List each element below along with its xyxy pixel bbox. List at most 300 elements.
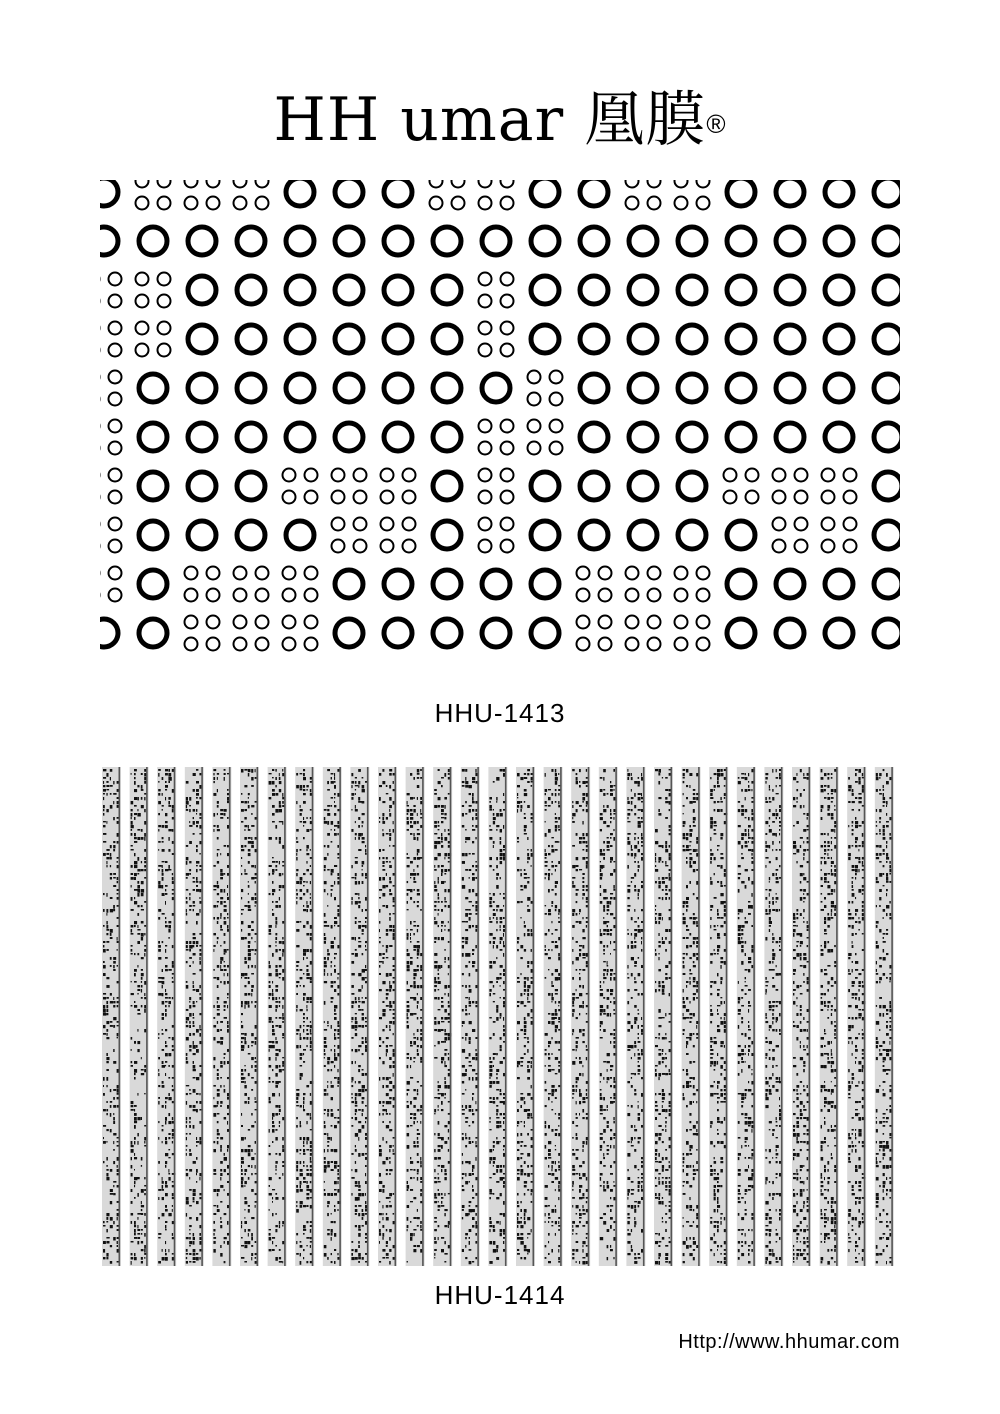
small-ring [479,442,492,455]
small-ring [283,567,296,580]
small-ring [844,540,857,553]
large-ring [531,227,559,255]
small-ring [479,322,492,335]
small-ring [403,491,416,504]
small-ring [822,518,835,531]
stripe-edge [146,767,148,1266]
stripe-edge [864,767,866,1266]
small-ring [109,589,122,602]
small-ring [256,616,269,629]
large-ring [776,570,804,598]
large-ring [629,521,657,549]
large-ring [825,276,853,304]
large-ring [727,619,755,647]
small-ring [550,442,563,455]
small-ring [724,491,737,504]
large-ring [100,619,118,647]
small-ring [773,469,786,482]
small-ring [234,589,247,602]
stripe-edge [229,767,231,1266]
small-ring [577,567,590,580]
small-ring [528,371,541,384]
large-ring [531,180,559,206]
large-ring [580,521,608,549]
small-ring [136,295,149,308]
stripe-edge [422,767,424,1266]
small-ring [109,273,122,286]
small-ring [283,589,296,602]
large-ring [188,472,216,500]
large-ring [188,325,216,353]
stripe-edge [588,767,590,1266]
large-ring [335,619,363,647]
large-ring [678,276,706,304]
small-ring [158,197,171,210]
large-ring [139,521,167,549]
small-ring [158,273,171,286]
brand-name: HH umar 凰膜 [273,85,707,155]
small-ring [795,540,808,553]
large-ring [237,521,265,549]
small-ring [577,616,590,629]
small-ring [283,491,296,504]
large-ring [482,227,510,255]
small-ring [109,540,122,553]
large-ring [776,276,804,304]
large-ring [825,227,853,255]
stripe-edge [284,767,286,1266]
large-ring [874,619,900,647]
stripe-edge [505,767,507,1266]
small-ring [207,589,220,602]
small-ring [501,197,514,210]
small-ring [256,197,269,210]
small-ring [528,442,541,455]
small-ring [577,638,590,651]
large-ring [384,374,412,402]
stripe-edge [533,767,535,1266]
large-ring [678,325,706,353]
large-ring [825,325,853,353]
small-ring [109,420,122,433]
large-ring [580,276,608,304]
stripe-edge [671,767,673,1266]
large-ring [335,276,363,304]
small-ring [501,344,514,357]
small-ring [479,491,492,504]
large-ring [727,227,755,255]
small-ring [479,420,492,433]
small-ring [256,180,269,188]
small-ring [158,295,171,308]
small-ring [332,491,345,504]
large-ring [384,276,412,304]
small-ring [648,589,661,602]
small-ring [305,589,318,602]
small-ring [599,567,612,580]
small-ring [501,469,514,482]
large-ring [776,325,804,353]
large-ring [580,180,608,206]
small-ring [430,197,443,210]
small-ring [305,469,318,482]
small-ring [501,322,514,335]
large-ring [629,423,657,451]
large-ring [433,472,461,500]
large-ring [139,227,167,255]
large-ring [237,423,265,451]
small-ring [648,616,661,629]
small-ring [256,638,269,651]
large-ring [384,227,412,255]
large-ring [678,521,706,549]
pattern-swatch-1414 [100,767,900,1266]
small-ring [746,469,759,482]
large-ring [384,423,412,451]
large-ring [433,570,461,598]
large-ring [678,374,706,402]
large-ring [727,325,755,353]
large-ring [237,276,265,304]
small-ring [626,567,639,580]
small-ring [158,322,171,335]
large-ring [727,521,755,549]
large-ring [139,570,167,598]
small-ring [381,540,394,553]
large-ring [188,227,216,255]
small-ring [501,295,514,308]
small-ring [354,469,367,482]
large-ring [776,374,804,402]
small-ring [479,273,492,286]
large-ring [825,423,853,451]
small-ring [550,371,563,384]
stripe [350,767,369,1266]
large-ring [384,570,412,598]
large-ring [433,276,461,304]
small-ring [403,540,416,553]
large-ring [286,276,314,304]
small-ring [697,567,710,580]
registered-mark: ® [706,109,727,139]
small-ring [501,442,514,455]
large-ring [139,374,167,402]
small-ring [626,638,639,651]
large-ring [531,325,559,353]
small-ring [844,469,857,482]
large-ring [237,472,265,500]
small-ring [185,567,198,580]
large-ring [727,570,755,598]
stripe [268,767,287,1266]
stripe-edge [174,767,176,1266]
small-ring [479,344,492,357]
small-ring [501,518,514,531]
large-ring [874,325,900,353]
large-ring [139,472,167,500]
stripe-edge [836,767,838,1266]
small-ring [158,180,171,188]
small-ring [675,589,688,602]
small-ring [136,180,149,188]
stripe-edge [643,767,645,1266]
small-ring [697,180,710,188]
large-ring [139,619,167,647]
stripe-edge [395,767,397,1266]
small-ring [207,638,220,651]
small-ring [550,393,563,406]
small-ring [305,616,318,629]
small-ring [381,518,394,531]
large-ring [874,423,900,451]
small-ring [109,393,122,406]
stripe-edge [367,767,369,1266]
pattern-swatch-1413 [100,180,900,678]
small-ring [479,518,492,531]
small-ring [234,197,247,210]
large-ring [482,570,510,598]
small-ring [136,197,149,210]
small-ring [599,638,612,651]
large-ring [286,180,314,206]
small-ring [675,616,688,629]
large-ring [286,521,314,549]
large-ring [776,423,804,451]
large-ring [874,472,900,500]
small-ring [430,180,443,188]
product-code-1413: HHU-1413 [434,698,566,728]
large-ring [874,180,900,206]
small-ring [109,491,122,504]
small-ring [822,491,835,504]
large-ring [286,325,314,353]
large-ring [776,180,804,206]
large-ring [433,619,461,647]
large-ring [100,180,118,206]
small-ring [528,393,541,406]
large-ring [335,570,363,598]
small-ring [452,197,465,210]
small-ring [136,322,149,335]
small-ring [109,567,122,580]
small-ring [501,420,514,433]
large-ring [629,472,657,500]
small-ring [501,540,514,553]
large-ring [433,227,461,255]
small-ring [305,567,318,580]
large-ring [825,619,853,647]
small-ring [724,469,737,482]
small-ring [403,518,416,531]
small-ring [354,540,367,553]
small-ring [479,469,492,482]
large-ring [776,619,804,647]
stripe-edge [477,767,479,1266]
small-ring [479,197,492,210]
small-ring [822,540,835,553]
small-ring [207,197,220,210]
large-ring [727,374,755,402]
large-ring [874,276,900,304]
small-ring [795,469,808,482]
stripe-edge [809,767,811,1266]
stripe [130,767,149,1266]
large-ring [188,276,216,304]
small-ring [332,518,345,531]
small-ring [844,518,857,531]
large-ring [678,472,706,500]
large-ring [433,325,461,353]
large-ring [531,276,559,304]
large-ring [580,227,608,255]
small-ring [648,638,661,651]
small-ring [381,469,394,482]
small-ring [697,638,710,651]
small-ring [256,567,269,580]
large-ring [286,423,314,451]
large-ring [433,423,461,451]
small-ring [795,518,808,531]
small-ring [501,273,514,286]
small-ring [305,638,318,651]
small-ring [207,567,220,580]
small-ring [185,589,198,602]
large-ring [825,374,853,402]
small-ring [773,491,786,504]
small-ring [697,197,710,210]
small-ring [283,638,296,651]
large-ring [776,227,804,255]
small-ring [795,491,808,504]
small-ring [305,491,318,504]
small-ring [528,420,541,433]
large-ring [335,374,363,402]
large-ring [100,227,118,255]
large-ring [139,423,167,451]
large-ring [482,374,510,402]
large-ring [629,227,657,255]
small-ring [403,469,416,482]
stripe-edge [257,767,259,1266]
large-ring [335,227,363,255]
large-ring [335,325,363,353]
stripe-edge [339,767,341,1266]
large-ring [531,472,559,500]
brand-title [0,84,1000,156]
small-ring [697,616,710,629]
small-ring [501,491,514,504]
small-ring [207,616,220,629]
large-ring [678,227,706,255]
stripe-edge [450,767,452,1266]
small-ring [207,180,220,188]
large-ring [580,374,608,402]
product-code-1414: HHU-1414 [434,1280,566,1310]
stripe-pattern-graphic [100,767,900,1266]
small-ring [697,589,710,602]
website-url: Http://www.hhumar.com [678,1331,900,1353]
large-ring [286,374,314,402]
large-ring [433,374,461,402]
large-ring [580,472,608,500]
stripe-edge [312,767,314,1266]
small-ring [109,518,122,531]
stripe-edge [891,767,893,1266]
small-ring [234,638,247,651]
large-ring [727,180,755,206]
small-ring [109,442,122,455]
stripe-edge [201,767,203,1266]
small-ring [577,589,590,602]
large-ring [825,180,853,206]
small-ring [332,469,345,482]
large-ring [727,423,755,451]
large-ring [237,325,265,353]
large-ring [384,619,412,647]
stripe-grid [102,767,894,1266]
small-ring [354,491,367,504]
small-ring [234,616,247,629]
small-ring [626,616,639,629]
small-ring [158,344,171,357]
large-ring [874,374,900,402]
small-ring [675,180,688,188]
small-ring [234,567,247,580]
stripe-edge [119,767,121,1266]
large-ring [678,423,706,451]
ring-grid [100,180,900,651]
small-ring [501,180,514,188]
small-ring [283,469,296,482]
small-ring [283,616,296,629]
stripe-edge [726,767,728,1266]
large-ring [629,276,657,304]
small-ring [479,540,492,553]
stripe [461,767,480,1266]
small-ring [773,540,786,553]
large-ring [531,619,559,647]
small-ring [136,273,149,286]
small-ring [234,180,247,188]
small-ring [479,295,492,308]
large-ring [335,180,363,206]
large-ring [580,423,608,451]
small-ring [256,589,269,602]
large-ring [188,521,216,549]
small-ring [648,180,661,188]
large-ring [531,521,559,549]
small-ring [136,344,149,357]
small-ring [844,491,857,504]
stripe-edge [698,767,700,1266]
large-ring [482,619,510,647]
small-ring [648,567,661,580]
small-ring [479,180,492,188]
small-ring [675,567,688,580]
large-ring [188,374,216,402]
small-ring [675,638,688,651]
small-ring [185,616,198,629]
small-ring [773,518,786,531]
large-ring [286,227,314,255]
small-ring [626,180,639,188]
small-ring [109,371,122,384]
large-ring [335,423,363,451]
small-ring [109,322,122,335]
small-ring [550,420,563,433]
small-ring [626,589,639,602]
stripe-edge [781,767,783,1266]
